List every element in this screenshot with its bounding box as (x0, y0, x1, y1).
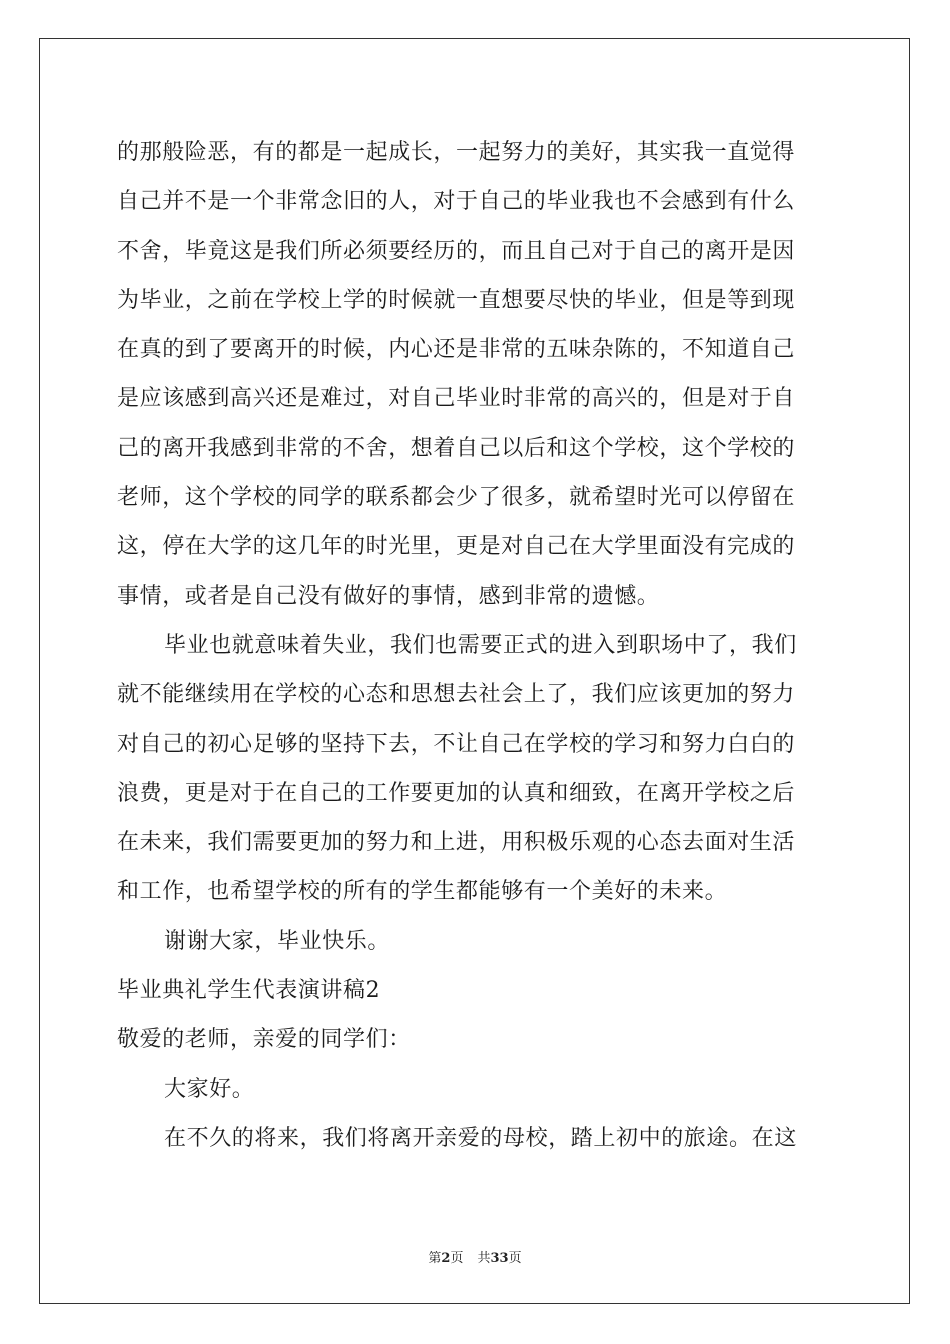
text-line: 毕业也就意味着失业，我们也需要正式的进入到职场中了，我们 (164, 632, 797, 658)
text-line: 自己并不是一个非常念旧的人，对于自己的毕业我也不会感到有什么 (117, 189, 796, 215)
text-line: 毕业典礼学生代表演讲稿2 (117, 978, 381, 1004)
text-line: 在未来，我们需要更加的努力和上进，用积极乐观的心态去面对生活 (117, 830, 796, 856)
text-line: 对自己的初心足够的坚持下去，不让自己在学校的学习和努力白白的 (117, 731, 796, 757)
text-line: 事情，或者是自己没有做好的事情，感到非常的遗憾。 (117, 583, 660, 609)
page-prefix: 第 (428, 1251, 442, 1266)
total-pages: 33 (490, 1251, 509, 1266)
page-footer (0, 1247, 950, 1266)
text-line: 浪费，更是对于在自己的工作要更加的认真和细致，在离开学校之后 (117, 780, 796, 806)
text-line: 己的离开我感到非常的不舍，想着自己以后和这个学校，这个学校的 (117, 435, 796, 461)
text-line: 就不能继续用在学校的心态和思想去社会上了，我们应该更加的努力 (117, 682, 796, 708)
text-line: 为毕业，之前在学校上学的时候就一直想要尽快的毕业，但是等到现 (117, 287, 796, 313)
text-line: 在不久的将来，我们将离开亲爱的母校，踏上初中的旅途。在这 (164, 1125, 797, 1151)
text-line: 的那般险恶，有的都是一起成长，一起努力的美好，其实我一直觉得 (117, 140, 796, 165)
text-line: 谢谢大家，毕业快乐。 (164, 928, 391, 954)
total-suffix: 页 (508, 1251, 522, 1266)
text-line: 是应该感到高兴还是难过，对自己毕业时非常的高兴的，但是对于自 (117, 386, 796, 412)
page-number: 2 (441, 1251, 451, 1266)
text-line: 和工作，也希望学校的所有的学生都能够有一个美好的未来。 (117, 879, 728, 905)
text-line: 大家好。 (164, 1076, 255, 1102)
text-line: 在真的到了要离开的时候，内心还是非常的五味杂陈的，不知道自己 (117, 337, 796, 363)
text-line: 敬爱的老师，亲爱的同学们： (117, 1027, 411, 1053)
text-line: 老师，这个学校的同学的联系都会少了很多，就希望时光可以停留在 (117, 485, 796, 511)
text-line: 这，停在大学的这几年的时光里，更是对自己在大学里面没有完成的 (117, 534, 796, 560)
total-prefix: 共 (477, 1251, 491, 1266)
text-line: 不舍，毕竟这是我们所必须要经历的，而且自己对于自己的离开是因 (117, 238, 796, 264)
page-suffix: 页 (450, 1251, 464, 1266)
document-body (117, 128, 837, 1163)
